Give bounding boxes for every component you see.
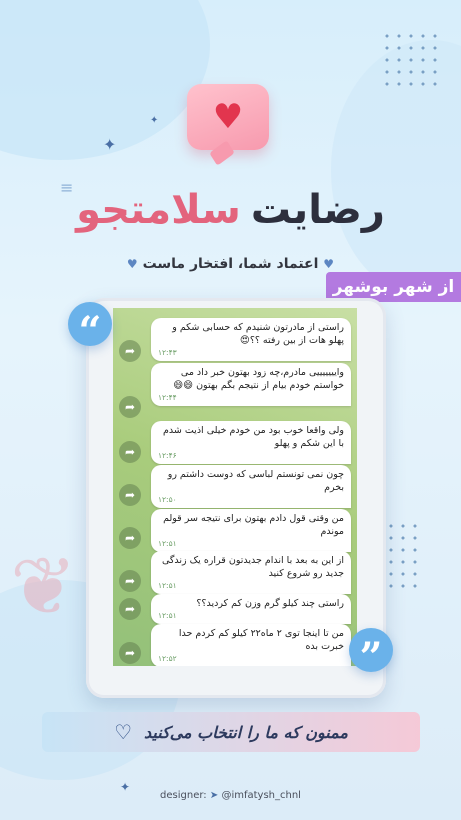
title-part2: سلامتجو	[76, 187, 241, 233]
forward-icon[interactable]: ➦	[119, 598, 141, 620]
forward-icon[interactable]: ➦	[119, 484, 141, 506]
forward-icon[interactable]: ➦	[119, 441, 141, 463]
chat-message: از این به بعد با اندام جدیدتون قراره یک زندگی جدید رو شروع کنید ۱۲:۵۱	[151, 551, 351, 594]
message-time: ۱۲:۴۶	[158, 450, 177, 460]
chat-message: ولی واقعا خوب بود من خودم خیلی اذیت شدم با این شکم و پهلو ۱۲:۴۶	[151, 421, 351, 464]
forward-icon[interactable]: ➦	[119, 570, 141, 592]
thanks-banner	[42, 712, 420, 752]
message-time: ۱۲:۴۴	[158, 392, 177, 402]
forward-icon[interactable]: ➦	[119, 642, 141, 664]
floral-branch-decoration: ❦	[10, 540, 78, 633]
telegram-icon: ➤	[209, 790, 219, 801]
heart-icon: ♡	[114, 720, 133, 744]
message-time: ۱۲:۵۲	[158, 653, 177, 663]
credit-handle[interactable]: @imfatysh_chnl	[221, 790, 301, 801]
heart-icon: ♥	[126, 257, 138, 271]
subtitle-text: اعتماد شما، افتخار ماست	[142, 256, 319, 272]
chat-message: چون نمی تونستم لباسی که دوست داشتم رو بخرم ۱۲:۵۰	[151, 465, 351, 508]
chat-message: من وقتی قول دادم بهتون برای نتیجه سر قولم موندم ۱۲:۵۱	[151, 509, 351, 552]
forward-icon[interactable]: ➦	[119, 527, 141, 549]
city-badge: از شهر بوشهر	[326, 272, 461, 302]
designer-credit	[0, 790, 461, 801]
chat-message: راستی چند کیلو گرم وزن کم کردید؟؟ ۱۲:۵۱	[151, 594, 351, 624]
message-time: ۱۲:۵۱	[158, 580, 177, 590]
forward-icon[interactable]: ➦	[119, 340, 141, 362]
sparkle-icon: ✦	[103, 135, 117, 154]
forward-icon[interactable]: ➦	[119, 396, 141, 418]
chat-message: وایییییییی مادرم،چه زود بهتون خبر داد می خواستم خودم بیام از نتیجم بگم بهتون 😄😄 ۱۲:۴۴	[151, 363, 351, 406]
dot-pattern	[381, 30, 441, 90]
message-time: ۱۲:۵۱	[158, 538, 177, 548]
chat-screenshot	[113, 308, 357, 666]
credit-label: designer:	[160, 790, 207, 801]
sparkle-icon: ≡	[60, 178, 74, 197]
chat-message: راستی از مادرتون شنیدم که حسابی شکم و پهلو هات از بین رفته ؟؟😍 ۱۲:۴۳	[151, 318, 351, 361]
chat-message: من تا اینجا توی ۲ ماه۲۲ کیلو کم کردم حدا خبرت بده ۱۲:۵۲	[151, 624, 351, 666]
sparkle-icon: ✦	[150, 115, 159, 126]
heart-speech-bubble	[187, 84, 269, 150]
message-time: ۱۲:۴۳	[158, 347, 177, 357]
page-title	[0, 180, 461, 240]
heart-icon: ♥	[212, 97, 244, 137]
quote-icon: ”	[349, 628, 393, 672]
message-time: ۱۲:۵۱	[158, 610, 177, 620]
heart-icon: ♥	[323, 257, 335, 271]
thanks-text: ممنون که ما را انتخاب می‌کنید	[144, 722, 348, 742]
message-time: ۱۲:۵۰	[158, 494, 177, 504]
subtitle	[0, 256, 461, 272]
sparkle-icon: ✦	[120, 780, 131, 794]
title-part1: رضایت	[250, 187, 385, 233]
quote-icon: “	[68, 302, 112, 346]
